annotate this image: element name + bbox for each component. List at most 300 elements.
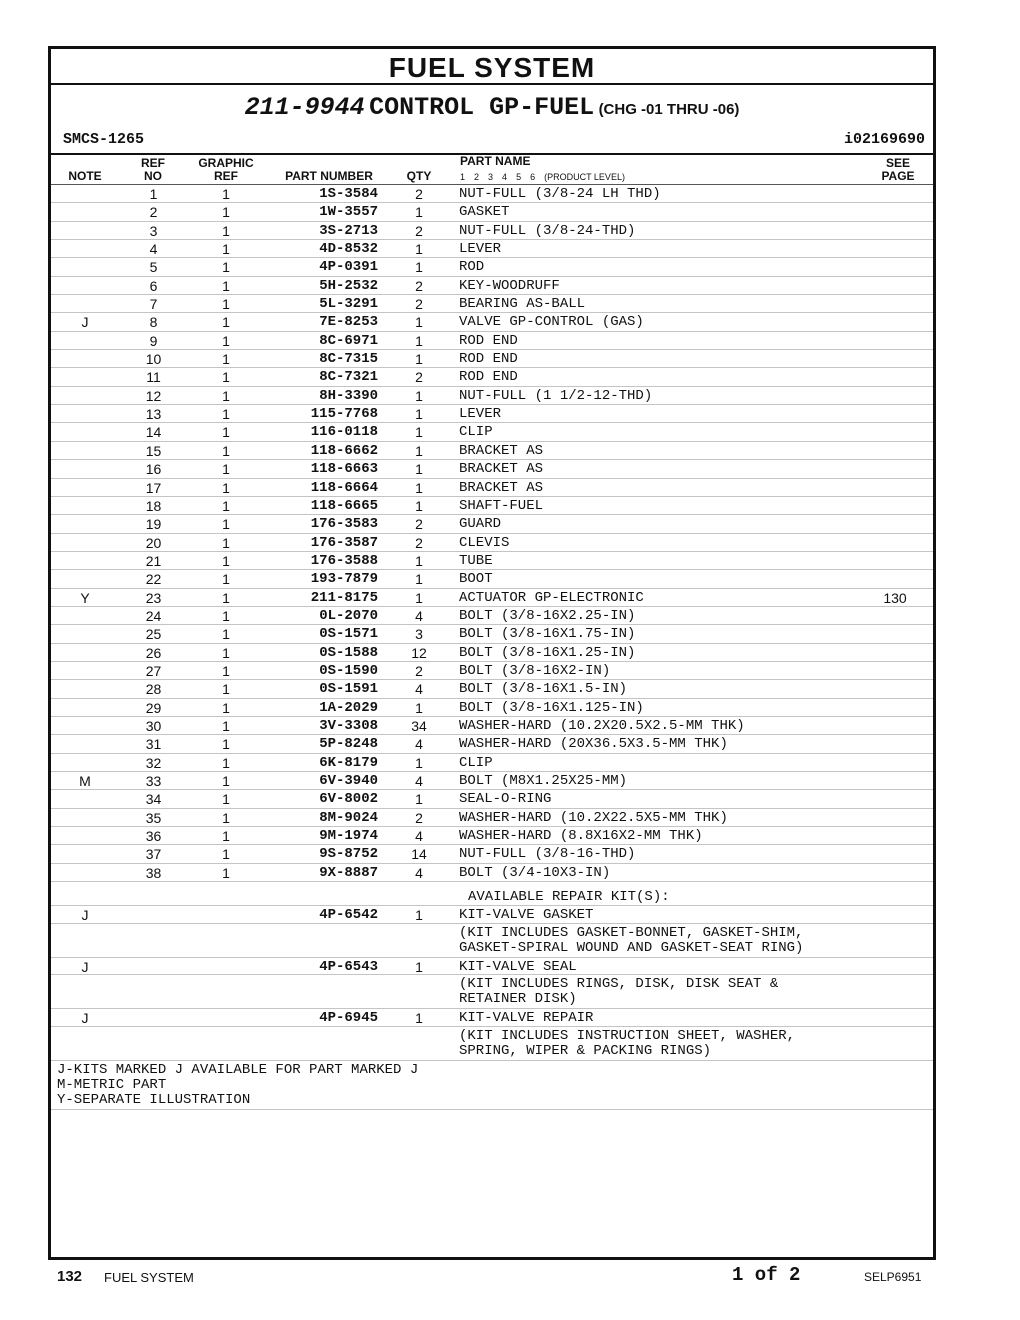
- row-qty: 1: [415, 497, 423, 514]
- table-row: [51, 515, 933, 533]
- row-part-name: KEY-WOODRUFF: [459, 277, 560, 294]
- row-part-name: CLIP: [459, 754, 493, 771]
- row-part-name: BOLT (3/8-16X1.25-IN): [459, 644, 636, 661]
- row-qty: 3: [415, 626, 423, 643]
- kits-heading-row: [51, 882, 933, 906]
- row-graphic-ref: 1: [222, 828, 230, 845]
- row-part-number: 9X-8887: [319, 864, 378, 881]
- row-ref-no: 24: [145, 607, 162, 624]
- row-graphic-ref: 1: [222, 717, 230, 734]
- row-part-number: 5H-2532: [319, 277, 378, 294]
- row-ref-no: 1: [149, 186, 158, 202]
- table-row: [51, 644, 933, 662]
- row-part-number: 1A-2029: [319, 699, 378, 716]
- row-ref-no: 18: [145, 497, 162, 514]
- legend-line: J-KITS MARKED J AVAILABLE FOR PART MARKED J: [57, 1061, 419, 1078]
- row-ref-no: 10: [145, 351, 162, 368]
- group-number: 211-9944: [244, 93, 365, 122]
- row-ref-no: 2: [149, 204, 158, 221]
- table-row: [51, 185, 933, 203]
- row-part-number: 9M-1974: [319, 828, 378, 845]
- col-note: NOTE: [68, 169, 102, 183]
- row-qty: 4: [415, 828, 423, 845]
- product-level-5: 5: [516, 172, 522, 182]
- row-qty: 2: [415, 186, 423, 202]
- table-row: [51, 570, 933, 588]
- row-part-name: WASHER-HARD (10.2X20.5X2.5-MM THK): [459, 717, 745, 734]
- row-part-name: ROD END: [459, 332, 518, 349]
- row-part-number: 8M-9024: [319, 809, 378, 826]
- kit-qty: 1: [415, 958, 423, 975]
- row-ref-no: 9: [149, 332, 158, 349]
- footer-page-number: 132: [57, 1268, 83, 1285]
- col-graphic-ref-line2: REF: [214, 169, 238, 183]
- row-part-number: 3S-2713: [319, 222, 378, 239]
- table-row: [51, 827, 933, 845]
- kit-description: [459, 1029, 795, 1059]
- row-qty: 2: [415, 662, 423, 679]
- row-ref-no: 33: [145, 773, 162, 789]
- row-note: Y: [80, 589, 90, 606]
- row-part-name: TUBE: [459, 552, 493, 569]
- table-row: [51, 699, 933, 717]
- row-qty: 2: [415, 222, 423, 239]
- product-level-3: 3: [488, 172, 494, 182]
- row-qty: 1: [415, 699, 423, 716]
- smcs-code: SMCS-1265: [63, 131, 145, 148]
- row-graphic-ref: 1: [222, 534, 230, 551]
- row-part-number: 176-3587: [310, 534, 378, 551]
- row-part-name: WASHER-HARD (20X36.5X3.5-MM THK): [459, 736, 728, 753]
- row-part-name: BRACKET AS: [459, 479, 544, 496]
- table-row: [51, 313, 933, 331]
- row-qty: 2: [415, 809, 423, 826]
- kits-heading: AVAILABLE REPAIR KIT(S):: [468, 889, 670, 906]
- row-part-name: BOLT (3/4-10X3-IN): [459, 864, 611, 881]
- row-part-number: 118-6664: [310, 479, 378, 496]
- col-graphic-ref-line1: GRAPHIC: [198, 156, 254, 170]
- row-graphic-ref: 1: [222, 387, 230, 404]
- row-part-name: GUARD: [459, 516, 502, 533]
- row-ref-no: 15: [145, 442, 162, 459]
- col-graphic-ref: [191, 157, 261, 183]
- kit-description: [459, 926, 803, 956]
- change-range: (CHG -01 THRU -06): [598, 101, 740, 118]
- row-qty: 1: [415, 461, 423, 478]
- legend-notes: [51, 1061, 933, 1110]
- table-row: [51, 222, 933, 240]
- row-graphic-ref: 1: [222, 479, 230, 496]
- row-ref-no: 12: [145, 387, 162, 404]
- row-ref-no: 14: [145, 424, 162, 441]
- row-graphic-ref: 1: [222, 607, 230, 624]
- row-graphic-ref: 1: [222, 241, 230, 258]
- table-row: [51, 405, 933, 423]
- row-graphic-ref: 1: [222, 186, 230, 202]
- table-row: [51, 790, 933, 808]
- row-part-number: 1W-3557: [319, 204, 378, 221]
- row-ref-no: 29: [145, 699, 162, 716]
- table-row: [51, 442, 933, 460]
- kit-description-line2: RETAINER DISK): [459, 991, 577, 1008]
- table-row: [51, 754, 933, 772]
- legend-line: M-METRIC PART: [57, 1076, 167, 1093]
- row-graphic-ref: 1: [222, 516, 230, 533]
- kit-name: KIT-VALVE SEAL: [459, 958, 577, 975]
- row-part-name: CLEVIS: [459, 534, 510, 551]
- kit-row: [51, 906, 933, 924]
- kit-part-number: 4P-6543: [319, 958, 378, 975]
- col-see-page-line1: SEE: [885, 156, 910, 170]
- row-graphic-ref: 1: [222, 424, 230, 441]
- document-ident: i02169690: [843, 131, 925, 148]
- row-ref-no: 16: [145, 461, 162, 478]
- row-part-number: 116-0118: [310, 424, 378, 441]
- kit-part-number: 4P-6542: [319, 907, 378, 924]
- row-graphic-ref: 1: [222, 204, 230, 221]
- row-ref-no: 23: [145, 589, 162, 606]
- row-part-name: VALVE GP-CONTROL (GAS): [459, 314, 644, 331]
- page-footer: [0, 1264, 1020, 1288]
- row-graphic-ref: 1: [222, 461, 230, 478]
- row-graphic-ref: 1: [222, 589, 230, 606]
- row-part-number: 8C-6971: [319, 332, 378, 349]
- row-qty: 1: [415, 552, 423, 569]
- row-graphic-ref: 1: [222, 644, 230, 661]
- row-qty: 12: [411, 644, 427, 661]
- row-part-number: 6V-8002: [319, 791, 378, 808]
- row-part-name: BOOT: [459, 571, 493, 588]
- col-qty: QTY: [406, 169, 432, 183]
- row-ref-no: 34: [145, 791, 162, 808]
- kit-description-line2: SPRING, WIPER & PACKING RINGS): [459, 1042, 712, 1059]
- row-note: J: [81, 314, 89, 331]
- row-graphic-ref: 1: [222, 406, 230, 423]
- row-ref-no: 32: [145, 754, 162, 771]
- table-row: [51, 350, 933, 368]
- row-part-number: 0L-2070: [319, 607, 378, 624]
- group-name: CONTROL GP-FUEL: [369, 93, 595, 122]
- row-ref-no: 8: [149, 314, 158, 331]
- row-qty: 1: [415, 571, 423, 588]
- row-qty: 1: [415, 204, 423, 221]
- col-ref-no-line1: REF: [141, 156, 165, 170]
- row-qty: 1: [415, 259, 423, 276]
- kit-name: KIT-VALVE GASKET: [459, 907, 594, 924]
- row-part-number: 211-8175: [310, 589, 378, 606]
- product-level-4: 4: [502, 172, 508, 182]
- col-part-number: PART NUMBER: [285, 169, 373, 183]
- row-note: M: [79, 773, 91, 789]
- row-qty: 2: [415, 277, 423, 294]
- row-ref-no: 26: [145, 644, 162, 661]
- row-part-name: BOLT (3/8-16X2-IN): [459, 662, 611, 679]
- row-part-number: 8C-7321: [319, 369, 378, 386]
- row-part-number: 115-7768: [310, 406, 378, 423]
- table-row: [51, 845, 933, 863]
- row-part-name: NUT-FULL (1 1/2-12-THD): [459, 387, 653, 404]
- row-ref-no: 22: [145, 571, 162, 588]
- row-graphic-ref: 1: [222, 369, 230, 386]
- footer-doc-id: SELP6951: [864, 1270, 922, 1284]
- row-ref-no: 38: [145, 864, 162, 881]
- row-part-number: 5P-8248: [319, 736, 378, 753]
- product-level-label: (PRODUCT LEVEL): [544, 172, 625, 182]
- table-row: [51, 735, 933, 753]
- legend-line: Y-SEPARATE ILLUSTRATION: [57, 1091, 251, 1108]
- row-part-name: ROD END: [459, 369, 518, 386]
- footer-section: FUEL SYSTEM: [104, 1270, 194, 1285]
- row-qty: 1: [415, 479, 423, 496]
- row-ref-no: 20: [145, 534, 162, 551]
- row-part-number: 118-6663: [310, 461, 378, 478]
- row-part-name: BOLT (3/8-16X2.25-IN): [459, 607, 636, 624]
- table-row: [51, 203, 933, 221]
- row-graphic-ref: 1: [222, 277, 230, 294]
- row-graphic-ref: 1: [222, 754, 230, 771]
- row-graphic-ref: 1: [222, 864, 230, 881]
- row-part-name: ROD: [459, 259, 485, 276]
- row-qty: 2: [415, 296, 423, 313]
- table-row: [51, 772, 933, 790]
- table-row: [51, 589, 933, 607]
- product-level-6: 6: [530, 172, 536, 182]
- table-row: [51, 387, 933, 405]
- row-part-name: LEVER: [459, 406, 502, 423]
- row-part-number: 118-6662: [310, 442, 378, 459]
- row-part-name: NUT-FULL (3/8-16-THD): [459, 846, 636, 863]
- row-qty: 1: [415, 589, 423, 606]
- table-row: [51, 497, 933, 515]
- kit-description-row: [51, 924, 933, 958]
- row-part-name: BOLT (M8X1.25X25-MM): [459, 773, 628, 789]
- row-ref-no: 4: [149, 241, 158, 258]
- row-part-number: 1S-3584: [319, 186, 378, 202]
- table-row: [51, 717, 933, 735]
- row-part-name: BRACKET AS: [459, 461, 544, 478]
- kit-description-line1: (KIT INCLUDES INSTRUCTION SHEET, WASHER,: [459, 1027, 796, 1044]
- col-ref-no: [135, 157, 171, 183]
- row-graphic-ref: 1: [222, 296, 230, 313]
- row-graphic-ref: 1: [222, 442, 230, 459]
- product-level-1: 1: [460, 172, 466, 182]
- row-ref-no: 17: [145, 479, 162, 496]
- row-graphic-ref: 1: [222, 791, 230, 808]
- row-part-number: 0S-1588: [319, 644, 378, 661]
- row-part-number: 0S-1590: [319, 662, 378, 679]
- row-part-name: SHAFT-FUEL: [459, 497, 544, 514]
- table-row: [51, 277, 933, 295]
- kit-part-number: 4P-6945: [319, 1010, 378, 1027]
- row-ref-no: 36: [145, 828, 162, 845]
- row-part-name: BEARING AS-BALL: [459, 296, 586, 313]
- kit-row: [51, 1009, 933, 1027]
- table-row: [51, 534, 933, 552]
- row-qty: 14: [411, 846, 427, 863]
- kit-name: KIT-VALVE REPAIR: [459, 1010, 594, 1027]
- kit-description-line1: (KIT INCLUDES RINGS, DISK, DISK SEAT &: [459, 976, 779, 993]
- row-ref-no: 37: [145, 846, 162, 863]
- row-ref-no: 31: [145, 736, 162, 753]
- kit-description-row: [51, 1027, 933, 1061]
- row-part-name: LEVER: [459, 241, 502, 258]
- table-row: [51, 607, 933, 625]
- row-qty: 4: [415, 864, 423, 881]
- row-part-name: CLIP: [459, 424, 493, 441]
- table-row: [51, 368, 933, 386]
- table-row: [51, 662, 933, 680]
- kit-qty: 1: [415, 907, 423, 924]
- table-row: [51, 864, 933, 882]
- table-row: [51, 295, 933, 313]
- col-part-name: PART NAME: [460, 154, 531, 168]
- col-see-page: [873, 157, 923, 183]
- row-ref-no: 21: [145, 552, 162, 569]
- row-ref-no: 11: [146, 369, 161, 386]
- product-level-2: 2: [474, 172, 480, 182]
- row-part-name: BRACKET AS: [459, 442, 544, 459]
- row-qty: 1: [415, 387, 423, 404]
- parts-table-body: [51, 185, 933, 1110]
- row-qty: 2: [415, 369, 423, 386]
- row-qty: 1: [415, 332, 423, 349]
- row-graphic-ref: 1: [222, 681, 230, 698]
- row-qty: 1: [415, 241, 423, 258]
- table-row: [51, 423, 933, 441]
- row-qty: 34: [411, 717, 427, 734]
- row-part-name: NUT-FULL (3/8-24-THD): [459, 222, 636, 239]
- row-ref-no: 5: [149, 259, 158, 276]
- row-part-name: WASHER-HARD (8.8X16X2-MM THK): [459, 828, 703, 845]
- row-ref-no: 30: [145, 717, 162, 734]
- kit-description-line1: (KIT INCLUDES GASKET-BONNET, GASKET-SHIM,: [459, 924, 804, 941]
- section-title: FUEL SYSTEM: [51, 49, 933, 85]
- row-part-name: WASHER-HARD (10.2X22.5X5-MM THK): [459, 809, 728, 826]
- kit-note: J: [81, 1010, 89, 1027]
- row-graphic-ref: 1: [222, 351, 230, 368]
- col-ref-no-line2: NO: [144, 169, 162, 183]
- row-qty: 1: [415, 314, 423, 331]
- row-part-number: 3V-3308: [319, 717, 378, 734]
- row-part-number: 0S-1591: [319, 681, 378, 698]
- row-part-number: 9S-8752: [319, 846, 378, 863]
- row-ref-no: 7: [149, 296, 158, 313]
- row-graphic-ref: 1: [222, 332, 230, 349]
- row-graphic-ref: 1: [222, 314, 230, 331]
- row-graphic-ref: 1: [222, 497, 230, 514]
- kit-row: [51, 958, 933, 976]
- row-part-name: GASKET: [459, 204, 510, 221]
- row-graphic-ref: 1: [222, 552, 230, 569]
- row-part-number: 118-6665: [310, 497, 378, 514]
- row-graphic-ref: 1: [222, 222, 230, 239]
- row-qty: 1: [415, 791, 423, 808]
- row-qty: 4: [415, 681, 423, 698]
- table-row: [51, 809, 933, 827]
- group-title: [51, 93, 933, 122]
- row-graphic-ref: 1: [222, 662, 230, 679]
- row-qty: 2: [415, 534, 423, 551]
- row-part-number: 193-7879: [310, 571, 378, 588]
- row-see-page: 130: [883, 589, 907, 606]
- row-part-number: 4P-0391: [319, 259, 378, 276]
- kit-note: J: [81, 907, 89, 924]
- table-row: [51, 625, 933, 643]
- row-part-name: BOLT (3/8-16X1.125-IN): [459, 699, 644, 716]
- row-graphic-ref: 1: [222, 736, 230, 753]
- row-qty: 1: [415, 442, 423, 459]
- row-graphic-ref: 1: [222, 809, 230, 826]
- row-part-name: ROD END: [459, 351, 518, 368]
- table-row: [51, 240, 933, 258]
- kit-qty: 1: [415, 1010, 423, 1027]
- footer-sheet-count: 1 of 2: [732, 1264, 801, 1286]
- table-row: [51, 258, 933, 276]
- row-qty: 2: [415, 516, 423, 533]
- product-levels: [460, 172, 634, 182]
- col-see-page-line2: PAGE: [881, 169, 915, 183]
- row-ref-no: 13: [145, 406, 162, 423]
- row-graphic-ref: 1: [222, 773, 230, 789]
- table-row: [51, 460, 933, 478]
- row-part-number: 8C-7315: [319, 351, 378, 368]
- row-ref-no: 27: [145, 662, 162, 679]
- row-part-name: BOLT (3/8-16X1.75-IN): [459, 626, 636, 643]
- row-qty: 1: [415, 424, 423, 441]
- row-qty: 1: [415, 754, 423, 771]
- row-part-name: ACTUATOR GP-ELECTRONIC: [459, 589, 644, 606]
- row-part-number: 8H-3390: [319, 387, 378, 404]
- row-qty: 1: [415, 351, 423, 368]
- row-ref-no: 3: [149, 222, 158, 239]
- row-part-number: 5L-3291: [319, 296, 378, 313]
- row-part-number: 0S-1571: [319, 626, 378, 643]
- kit-description: [459, 977, 778, 1007]
- row-part-number: 7E-8253: [319, 314, 378, 331]
- row-qty: 4: [415, 607, 423, 624]
- row-ref-no: 28: [145, 681, 162, 698]
- table-row: [51, 680, 933, 698]
- row-qty: 4: [415, 736, 423, 753]
- row-part-number: 176-3583: [310, 516, 378, 533]
- table-row: [51, 552, 933, 570]
- row-part-number: 4D-8532: [319, 241, 378, 258]
- row-part-name: SEAL-O-RING: [459, 791, 552, 808]
- row-ref-no: 25: [145, 626, 162, 643]
- row-part-number: 6V-3940: [319, 773, 378, 789]
- kit-description-line2: GASKET-SPIRAL WOUND AND GASKET-SEAT RING): [459, 939, 804, 956]
- row-graphic-ref: 1: [222, 699, 230, 716]
- row-ref-no: 35: [145, 809, 162, 826]
- row-part-number: 176-3588: [310, 552, 378, 569]
- table-row: [51, 479, 933, 497]
- row-graphic-ref: 1: [222, 571, 230, 588]
- kit-description-row: [51, 975, 933, 1009]
- row-qty: 4: [415, 773, 423, 789]
- row-graphic-ref: 1: [222, 846, 230, 863]
- row-graphic-ref: 1: [222, 259, 230, 276]
- row-part-number: 6K-8179: [319, 754, 378, 771]
- row-graphic-ref: 1: [222, 626, 230, 643]
- kit-note: J: [81, 958, 89, 975]
- row-qty: 1: [415, 406, 423, 423]
- row-ref-no: 19: [145, 516, 162, 533]
- table-row: [51, 332, 933, 350]
- parts-page-frame: [48, 46, 936, 1260]
- row-part-name: NUT-FULL (3/8-24 LH THD): [459, 186, 661, 202]
- row-part-name: BOLT (3/8-16X1.5-IN): [459, 681, 628, 698]
- row-ref-no: 6: [149, 277, 158, 294]
